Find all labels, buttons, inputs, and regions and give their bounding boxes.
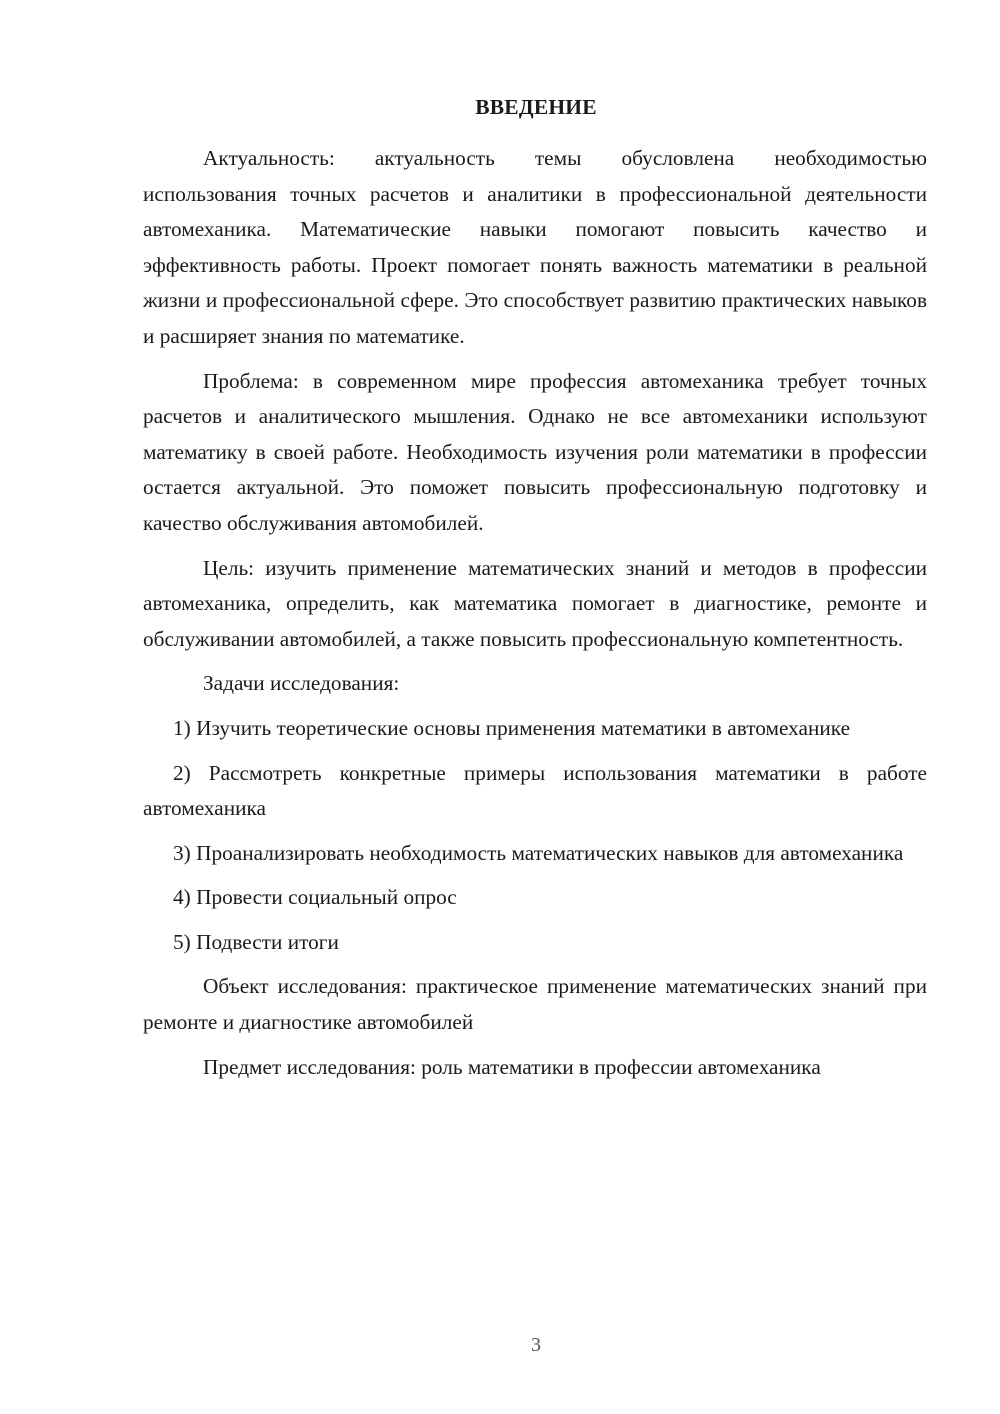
paragraph-relevance: Актуальность: актуальность темы обусловлена необходимостью использования точных расчетов и аналитики в профессиональной деятельности автомеханика. Математические навыки помогают повысить качество и эффективность работы. Проект помогает понять важность математики в реальной жизни и профессиональной сфере. Это способствует развитию практических навыков и расширяет знания по математике. [143, 146, 927, 348]
task-item-3: 3) Проанализировать необходимость математических навыков для автомеханика [173, 840, 904, 865]
task-item-5: 5) Подвести итоги [173, 929, 339, 954]
tasks-title: Задачи исследования: [203, 671, 400, 696]
paragraph-goal: Цель: изучить применение математических знаний и методов в профессии автомеханика, определить, как математика помогает в диагностике, ремонте и обслуживании автомобилей, а также повысить профессиональную компетентность. [143, 555, 927, 651]
task-item-2: 2) Рассмотреть конкретные примеры использования математики в работе автомеханика [143, 760, 927, 821]
task-item-4: 4) Провести социальный опрос [173, 885, 457, 910]
page-number: 3 [531, 1334, 541, 1356]
task-item-1: 1) Изучить теоретические основы применения математики в автомеханике [173, 715, 851, 740]
body-text [143, 141, 927, 1094]
paragraph-subject: Предмет исследования: роль математики в профессии автомеханика [203, 1054, 821, 1079]
page-title: ВВЕДЕНИЕ [475, 95, 597, 119]
paragraph-problem: Проблема: в современном мире профессия автомеханика требует точных расчетов и аналитического мышления. Однако не все автомеханики используют математику в своей работе. Необходимость изучения роли математики в профессии остается актуальной. Это поможет повысить профессиональную подготовку и качество обслуживания автомобилей. [143, 368, 927, 535]
paragraph-object: Объект исследования: практическое применение математических знаний при ремонте и диагностике автомобилей [143, 974, 927, 1035]
